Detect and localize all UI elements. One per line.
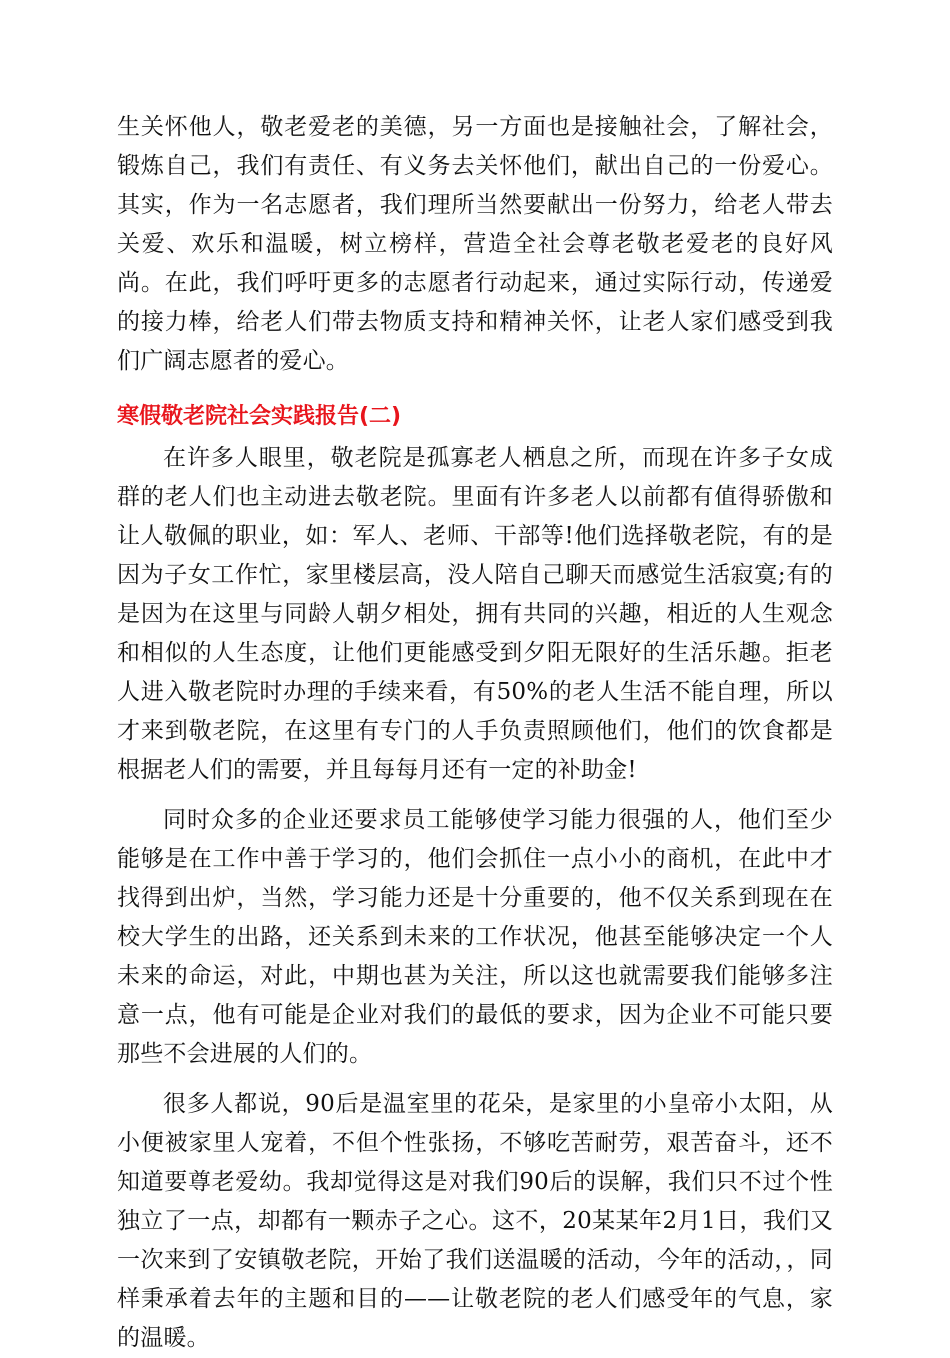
body-paragraph-2: 同时众多的企业还要求员工能够使学习能力很强的人，他们至少能够是在工作中善于学习的，他们会抓住一点小小的商机，在此中才找得到出炉，当然，学习能力还是十分重要的，他不仅关系到现在在校大学生的出路，还关系到未来的工作状况，他甚至能够决定一个人未来的命运，对此，中期也甚为关注，所以这也就需要我们能够多注意一点，他有可能是企业对我们的最低的要求，因为企业不可能只要那些不会进展的人们的。 xyxy=(117,807,833,1067)
body-paragraph-3: 很多人都说，90后是温室里的花朵，是家里的小皇帝小太阳，从小便被家里人宠着，不但个性张扬，不够吃苦耐劳，艰苦奋斗，还不知道要尊老爱幼。我却觉得这是对我们90后的误解，我们只不过个性独立了一点，却都有一颗赤子之心。这不，20某某年2月1日，我们又一次来到了安镇敬老院，开始了我们送温暖的活动，今年的活动，，同样秉承着去年的主题和目的——让敬老院的老人们感受年的气息，家的温暖。 xyxy=(117,1091,833,1351)
continued-paragraph: 生关怀他人，敬老爱老的美德，另一方面也是接触社会，了解社会，锻炼自己，我们有责任、有义务去关怀他们，献出自己的一份爱心。其实，作为一名志愿者，我们理所当然要献出一份努力，给老人带去关爱、欢乐和温暖，树立榜样，营造全社会尊老敬老爱老的良好风尚。在此，我们呼吁更多的志愿者行动起来，通过实际行动，传递爱的接力棒，给老人们带去物质支持和精神关怀，让老人家们感受到我们广阔志愿者的爱心。 xyxy=(117,114,833,374)
section-heading: 寒假敬老院社会实践报告(二) xyxy=(117,404,402,429)
body-paragraph-1: 在许多人眼里，敬老院是孤寡老人栖息之所，而现在许多子女成群的老人们也主动进去敬老院。里面有许多老人以前都有值得骄傲和让人敬佩的职业，如：军人、老师、干部等!他们选择敬老院，有的是因为子女工作忙，家里楼层高，没人陪自己聊天而感觉生活寂寞;有的是因为在这里与同龄人朝夕相处，拥有共同的兴趣，相近的人生观念和相似的人生态度，让他们更能感受到夕阳无限好的生活乐趣。拒老人进入敬老院时办理的手续来看，有50%的老人生活不能自理，所以才来到敬老院，在这里有专门的人手负责照顾他们，他们的饮食都是根据老人们的需要，并且每每月还有一定的补助金! xyxy=(117,445,833,783)
document-page xyxy=(117,108,833,1358)
